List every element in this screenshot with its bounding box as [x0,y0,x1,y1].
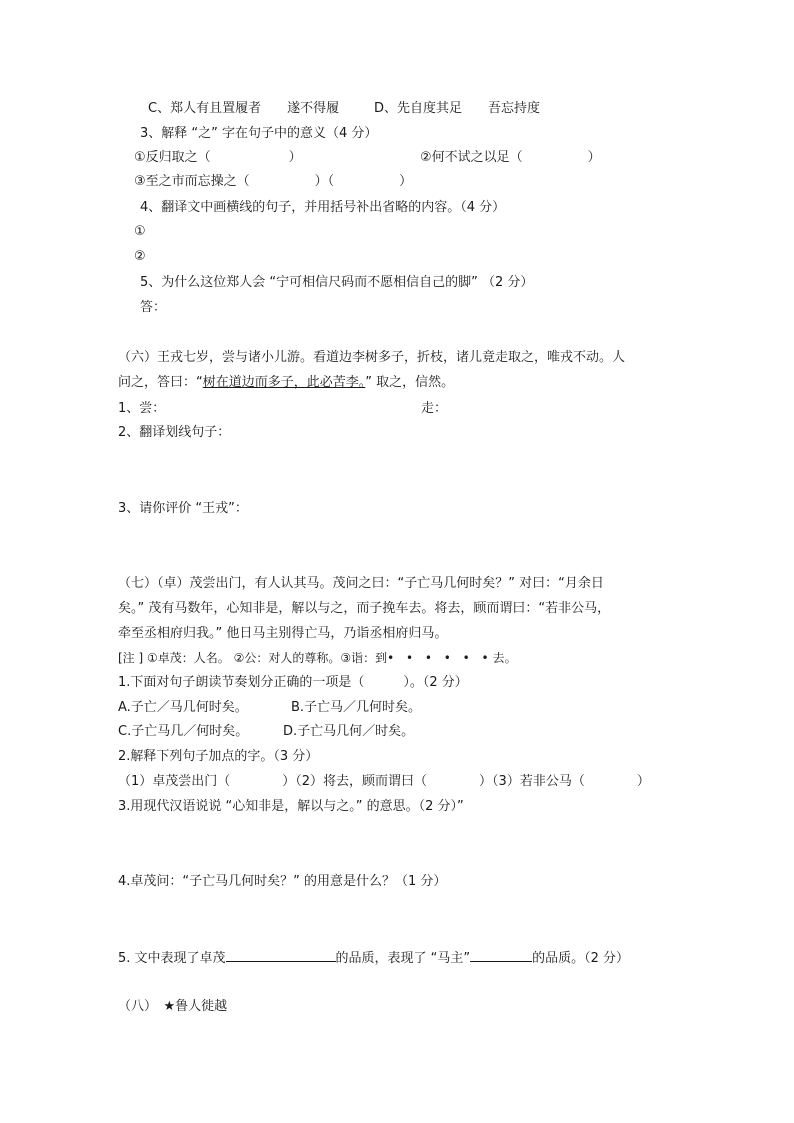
section-6-para-line-2 [118,374,454,392]
question-3-item-a: ①反归取之（ ） [134,150,302,165]
section-7-q1-option-b: B.子亡马／几何时矣。 [291,700,422,715]
question-5: 5、为什么这位郑人会 “宁可相信尺码而不愿相信自己的脚” （2 分） [140,275,534,290]
note-dots: • • • • • • [387,651,493,665]
q5-text-b: 的品质，表现了 “马主” [335,951,471,966]
choice-d: D、先自度其足 吾忘持度 [374,101,541,116]
note-text: 去。 [492,651,517,665]
choice-c: C、郑人有且置履者 遂不得履 [148,101,340,116]
q5-text-c: 的品质。（2 分） [532,951,630,966]
question-4-item-a: ① [134,224,146,239]
section-7-q2: 2.解释下列句子加点的字。（3 分） [118,749,319,764]
para-text: ” 取之，信然。 [365,375,455,390]
section-7-q5 [118,947,629,968]
section-7-q1-option-c: C.子亡马几／何时矣。 [118,724,249,739]
section-6-q3: 3、请你评价 “王戎”： [118,501,248,516]
q5-blank-1[interactable] [226,947,336,962]
section-7-q3: 3.用现代汉语说说 “心知非是，解以与之。” 的意思。（2 分）” [118,799,464,814]
question-4: 4、翻译文中画横线的句子，并用括号补出省略的内容。（4 分） [140,200,506,215]
q5-text-a: 5. 文中表现了卓茂 [118,951,226,966]
question-3-item-b: ②何不试之以足（ ） [420,150,601,165]
section-6-q2: 2、翻译划线句子： [118,425,231,440]
q5-blank-2[interactable] [470,947,532,962]
section-7-q1: 1.下面对句子朗读节奏划分正确的一项是（ ）。（2 分） [118,675,468,690]
question-3-item-c: ③至之市而忘操之（ ）（ ） [134,174,413,189]
section-7-q2-items: （1）卓茂尝出门（ ）（2）将去，顾而谓曰（ ）（3）若非公马（ ） [118,774,650,789]
section-7-q4: 4.卓茂问：“子亡马几何时矣？” 的用意是什么？（1 分） [118,874,447,889]
question-3: 3、解释 “之” 字在句子中的意义（4 分） [140,126,378,141]
section-7-para-line-2: 矣。” 茂有马数年，心知非是，解以与之，而子挽车去。将去，顾而谓曰：“若非公马， [118,601,611,616]
section-6-para-line-1: （六）王戎七岁，尝与诸小儿游。看道边李树多子，折枝，诸儿竟走取之，唯戎不动。人 [118,350,626,365]
answer-label: 答： [140,300,167,315]
para-text: 问之，答曰：“ [118,375,203,390]
section-7-q1-option-a: A.子亡／马几何时矣。 [118,700,248,715]
section-7-note [118,649,517,667]
underlined-sentence: 树在道边而多子，此必苦李。 [202,375,366,390]
section-8-title: （八） ★鲁人徙越 [118,999,228,1014]
section-7-q1-option-d: D.子亡马几何／时矣。 [283,724,415,739]
question-4-item-b: ② [134,249,146,264]
note-text: [注 ] ①卓茂：人名。 ②公：对人的尊称。③诣：到 [118,651,388,665]
section-7-para-line-1: （七）（卓）茂尝出门，有人认其马。茂问之曰：“子亡马几何时矣？” 对曰：“月余日 [118,576,604,591]
section-6-q1-a: 1、尝： [118,401,166,416]
section-6-q1-b: 走： [421,401,448,416]
section-7-para-line-3: 牵至丞相府归我。” 他日马主别得亡马，乃诣丞相府归马。 [118,626,448,641]
